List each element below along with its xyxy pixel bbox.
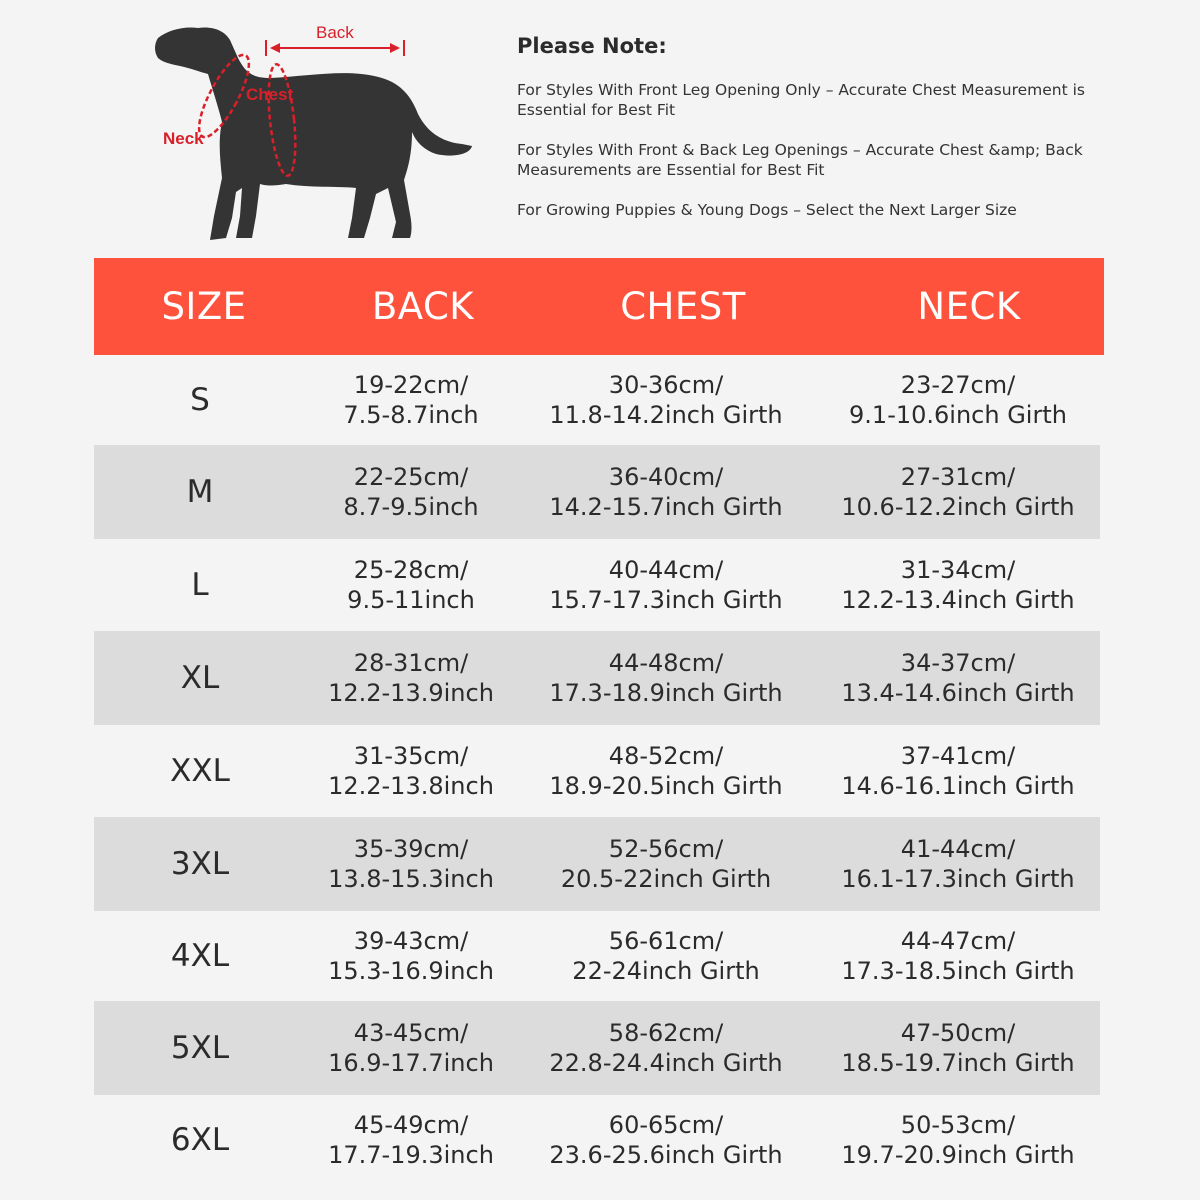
- back-cell: [306, 741, 516, 801]
- size-cell: L: [191, 567, 209, 603]
- table-row: [94, 1001, 1100, 1095]
- size-cell: M: [186, 474, 214, 510]
- please-note-section: [517, 34, 1117, 240]
- neck-cell-line: 10.6-12.2inch Girth: [841, 493, 1075, 521]
- table-body: [94, 355, 1104, 1185]
- size-cell: XXL: [170, 753, 230, 789]
- neck-cell-line: 31-34cm/: [900, 556, 1016, 584]
- size-cell: 5XL: [170, 1030, 230, 1066]
- back-cell-line: 8.7-9.5inch: [343, 493, 479, 521]
- back-cell: [306, 1110, 516, 1170]
- note-line-front-back-leg: For Styles With Front & Back Leg Openings – Accurate Chest &amp; Back Measurements are Essential for Best Fit: [517, 141, 1083, 179]
- back-cell: [306, 555, 516, 615]
- chest-cell: [516, 926, 816, 986]
- back-cell-line: 39-43cm/: [353, 927, 469, 955]
- chest-cell: [516, 370, 816, 430]
- table-row: [94, 539, 1104, 631]
- back-cell-line: 9.5-11inch: [347, 586, 475, 614]
- size-cell: 4XL: [170, 938, 230, 974]
- back-cell-line: 17.7-19.3inch: [328, 1141, 494, 1169]
- header-chest: CHEST: [620, 285, 746, 328]
- back-cell: [306, 462, 516, 522]
- table-row: [94, 631, 1100, 725]
- chest-cell-line: 56-61cm/: [608, 927, 724, 955]
- neck-cell-line: 37-41cm/: [900, 742, 1016, 770]
- table-row: [94, 725, 1104, 817]
- neck-cell-line: 50-53cm/: [900, 1111, 1016, 1139]
- chest-cell-line: 30-36cm/: [608, 371, 724, 399]
- back-cell-line: 31-35cm/: [353, 742, 469, 770]
- back-label: Back: [316, 23, 354, 42]
- chest-cell-line: 36-40cm/: [608, 463, 724, 491]
- back-cell-line: 28-31cm/: [353, 649, 469, 677]
- table-row: [94, 445, 1100, 539]
- back-cell-line: 13.8-15.3inch: [328, 865, 494, 893]
- back-cell-line: 43-45cm/: [353, 1019, 469, 1047]
- neck-cell: [816, 1018, 1100, 1078]
- chest-cell-line: 23.6-25.6inch Girth: [549, 1141, 783, 1169]
- back-cell-line: 19-22cm/: [353, 371, 469, 399]
- neck-cell-line: 14.6-16.1inch Girth: [841, 772, 1075, 800]
- neck-cell: [816, 555, 1100, 615]
- chest-cell: [516, 1110, 816, 1170]
- chest-cell-line: 52-56cm/: [608, 835, 724, 863]
- chest-cell-line: 22.8-24.4inch Girth: [549, 1049, 783, 1077]
- back-cell: [306, 834, 516, 894]
- size-cell: 3XL: [170, 846, 230, 882]
- chest-cell: [516, 462, 816, 522]
- chest-cell: [516, 834, 816, 894]
- back-cell: [306, 648, 516, 708]
- neck-cell: [816, 648, 1100, 708]
- size-chart-table: [94, 258, 1104, 1185]
- neck-cell-line: 19.7-20.9inch Girth: [841, 1141, 1075, 1169]
- chest-cell-line: 58-62cm/: [608, 1019, 724, 1047]
- table-row: [94, 911, 1104, 1001]
- chest-cell-line: 20.5-22inch Girth: [560, 865, 772, 893]
- neck-cell-line: 47-50cm/: [900, 1019, 1016, 1047]
- chest-cell-line: 60-65cm/: [608, 1111, 724, 1139]
- neck-cell-line: 12.2-13.4inch Girth: [841, 586, 1075, 614]
- back-cell: [306, 1018, 516, 1078]
- back-cell-line: 7.5-8.7inch: [343, 401, 479, 429]
- chest-cell-line: 44-48cm/: [608, 649, 724, 677]
- table-row: [94, 355, 1104, 445]
- neck-cell-line: 18.5-19.7inch Girth: [841, 1049, 1075, 1077]
- chest-cell-line: 22-24inch Girth: [572, 957, 760, 985]
- chest-label: Chest: [246, 85, 294, 104]
- table-row: [94, 1095, 1104, 1185]
- neck-cell-line: 44-47cm/: [900, 927, 1016, 955]
- back-cell: [306, 926, 516, 986]
- neck-cell: [816, 926, 1100, 986]
- neck-cell-line: 34-37cm/: [900, 649, 1016, 677]
- note-title: Please Note:: [517, 34, 667, 58]
- chest-cell: [516, 648, 816, 708]
- back-cell-line: 16.9-17.7inch: [328, 1049, 494, 1077]
- back-cell: [306, 370, 516, 430]
- back-cell-line: 12.2-13.8inch: [328, 772, 494, 800]
- header-size: SIZE: [161, 285, 247, 328]
- back-cell-line: 12.2-13.9inch: [328, 679, 494, 707]
- chest-cell: [516, 1018, 816, 1078]
- neck-label: Neck: [163, 129, 204, 148]
- chest-cell-line: 48-52cm/: [608, 742, 724, 770]
- header-back: BACK: [371, 285, 475, 328]
- size-cell: 6XL: [170, 1122, 230, 1158]
- neck-cell: [816, 462, 1100, 522]
- size-cell: S: [190, 382, 210, 418]
- dog-silhouette-icon: [150, 18, 480, 246]
- neck-cell-line: 41-44cm/: [900, 835, 1016, 863]
- neck-cell-line: 16.1-17.3inch Girth: [841, 865, 1075, 893]
- table-row: [94, 817, 1100, 911]
- note-line-puppies: For Growing Puppies & Young Dogs – Select the Next Larger Size: [517, 201, 1017, 219]
- neck-cell: [816, 741, 1100, 801]
- back-cell-line: 22-25cm/: [353, 463, 469, 491]
- neck-cell-line: 13.4-14.6inch Girth: [841, 679, 1075, 707]
- chest-cell-line: 15.7-17.3inch Girth: [549, 586, 783, 614]
- neck-cell: [816, 370, 1100, 430]
- size-cell: XL: [180, 660, 220, 696]
- note-line-front-leg: For Styles With Front Leg Opening Only – Accurate Chest Measurement is Essential for Best Fit: [517, 81, 1085, 119]
- neck-cell: [816, 834, 1100, 894]
- chest-cell-line: 14.2-15.7inch Girth: [549, 493, 783, 521]
- header-neck: NECK: [917, 285, 1021, 328]
- chest-cell-line: 40-44cm/: [608, 556, 724, 584]
- neck-cell-line: 23-27cm/: [900, 371, 1016, 399]
- back-cell-line: 15.3-16.9inch: [328, 957, 494, 985]
- chest-cell: [516, 555, 816, 615]
- chest-cell-line: 11.8-14.2inch Girth: [549, 401, 783, 429]
- chest-cell: [516, 741, 816, 801]
- neck-cell-line: 9.1-10.6inch Girth: [849, 401, 1067, 429]
- neck-cell-line: 17.3-18.5inch Girth: [841, 957, 1075, 985]
- table-header-row: [94, 258, 1104, 355]
- dog-measurement-diagram: [150, 18, 480, 246]
- neck-cell: [816, 1110, 1100, 1170]
- back-cell-line: 45-49cm/: [353, 1111, 469, 1139]
- chest-cell-line: 18.9-20.5inch Girth: [549, 772, 783, 800]
- back-cell-line: 35-39cm/: [353, 835, 469, 863]
- chest-cell-line: 17.3-18.9inch Girth: [549, 679, 783, 707]
- neck-cell-line: 27-31cm/: [900, 463, 1016, 491]
- back-cell-line: 25-28cm/: [353, 556, 469, 584]
